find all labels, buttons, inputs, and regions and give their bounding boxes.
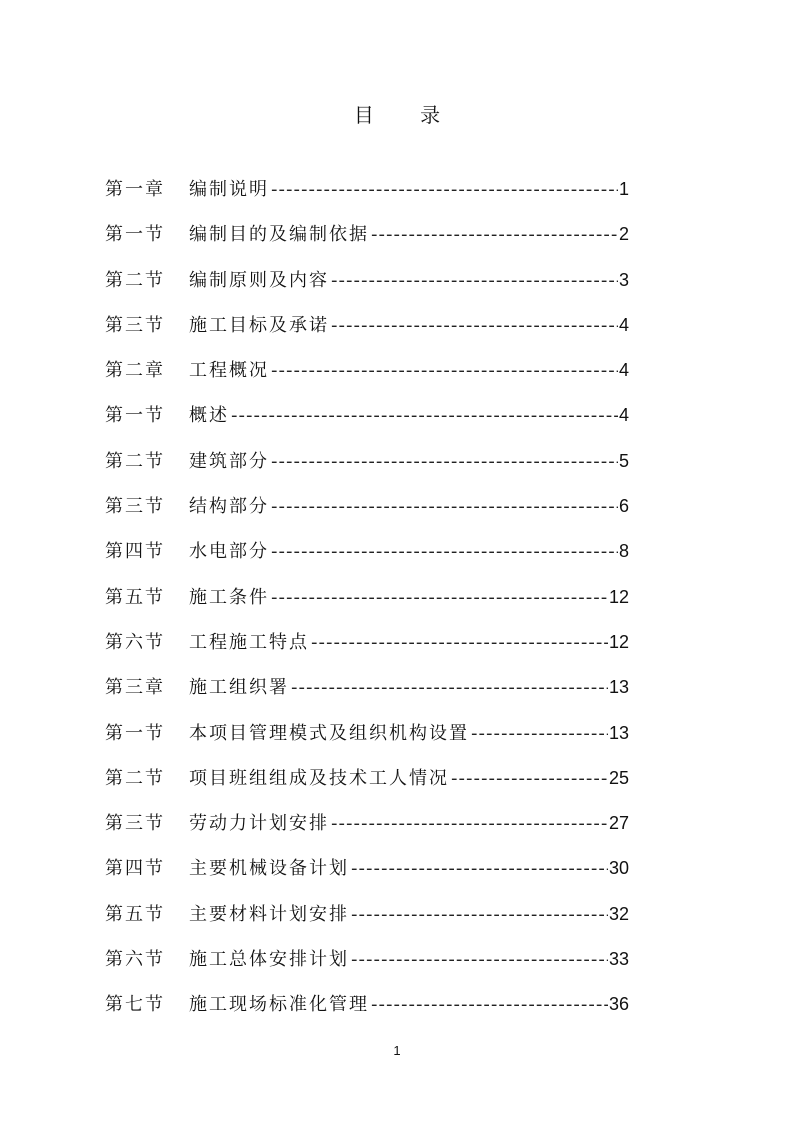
toc-entry-label: 第二节 xyxy=(105,269,165,291)
toc-entry-page-number: 25 xyxy=(608,767,629,788)
toc-entry[interactable] xyxy=(105,897,629,942)
toc-leader-dashes xyxy=(311,626,608,660)
toc-entry[interactable] xyxy=(105,353,629,398)
toc-entry[interactable] xyxy=(105,851,629,896)
toc-entry-page-number: 8 xyxy=(618,541,629,562)
toc-leader-dashes xyxy=(451,762,608,796)
toc-entry[interactable] xyxy=(105,716,629,761)
toc-entry-page-number: 13 xyxy=(608,722,629,743)
toc-entry-page-number: 33 xyxy=(608,949,629,970)
toc-entry-label: 第四节 xyxy=(105,541,165,563)
toc-entry-page-number: 3 xyxy=(618,269,629,290)
toc-entry-page-number: 5 xyxy=(618,450,629,471)
toc-entry-title: 主要材料计划安排 xyxy=(189,903,349,925)
toc-leader-dashes xyxy=(471,717,608,751)
page-number: 1 xyxy=(393,1043,401,1058)
toc-entry-page-number: 12 xyxy=(608,631,629,652)
toc-leader-dashes xyxy=(331,807,608,841)
toc-entry-label: 第七节 xyxy=(105,994,165,1016)
toc-entry[interactable] xyxy=(105,398,629,443)
toc-entry-title: 编制原则及内容 xyxy=(189,269,329,291)
toc-entry-page-number: 27 xyxy=(608,813,629,834)
toc-entry[interactable] xyxy=(105,489,629,534)
toc-entry-title: 施工条件 xyxy=(189,586,269,608)
toc-entry-label: 第四节 xyxy=(105,858,165,880)
toc-entry-label: 第一章 xyxy=(105,179,165,200)
toc-entry-title: 本项目管理模式及组织机构设置 xyxy=(189,722,469,744)
toc-entry-page-number: 4 xyxy=(618,360,629,381)
toc-entry-title: 施工总体安排计划 xyxy=(189,949,349,971)
toc-entry-title: 结构部分 xyxy=(189,496,269,518)
toc-entry-page-number: 30 xyxy=(608,858,629,879)
toc-entry[interactable] xyxy=(105,263,629,308)
toc-leader-dashes xyxy=(331,264,618,298)
toc-entry-title: 工程施工特点 xyxy=(189,631,309,653)
toc-entry-label: 第六节 xyxy=(105,949,165,971)
toc-entry-label: 第一节 xyxy=(105,224,165,246)
toc-entry-title: 水电部分 xyxy=(189,541,269,563)
toc-entry[interactable] xyxy=(105,761,629,806)
toc-entry-label: 第五节 xyxy=(105,586,165,608)
toc-entry-label: 第二章 xyxy=(105,360,165,382)
toc-leader-dashes xyxy=(271,535,618,569)
toc-leader-dashes xyxy=(371,218,618,252)
toc-leader-dashes xyxy=(371,988,608,1022)
toc-leader-dashes xyxy=(271,173,618,207)
toc-entry-title: 建筑部分 xyxy=(189,450,269,472)
toc-leader-dashes xyxy=(291,671,608,705)
toc-entry[interactable] xyxy=(105,625,629,670)
toc-entry[interactable] xyxy=(105,217,629,262)
toc-entry[interactable] xyxy=(105,987,629,1032)
toc-entry-label: 第五节 xyxy=(105,903,165,925)
toc-entry-title: 概述 xyxy=(189,405,229,427)
toc-entry-label: 第一节 xyxy=(105,405,165,427)
toc-entry-page-number: 12 xyxy=(608,586,629,607)
toc-leader-dashes xyxy=(351,943,608,977)
toc-entry-label: 第二节 xyxy=(105,450,165,472)
toc-leader-dashes xyxy=(271,445,618,479)
toc-entry-page-number: 13 xyxy=(608,677,629,698)
toc-leader-dashes xyxy=(231,399,618,433)
toc-leader-dashes xyxy=(351,852,608,886)
toc-entry-title: 施工目标及承诺 xyxy=(189,314,329,336)
toc-entry-label: 第三节 xyxy=(105,496,165,518)
toc-entry-title: 项目班组组成及技术工人情况 xyxy=(189,767,449,789)
toc-leader-dashes xyxy=(271,581,608,615)
toc-entry[interactable] xyxy=(105,172,629,217)
toc-entry-page-number: 6 xyxy=(618,496,629,517)
toc-entry-page-number: 4 xyxy=(618,314,629,335)
toc-leader-dashes xyxy=(331,309,618,343)
toc-entry[interactable] xyxy=(105,942,629,987)
toc-entry[interactable] xyxy=(105,534,629,579)
toc-entry-page-number: 4 xyxy=(618,405,629,426)
toc-entry-page-number: 2 xyxy=(618,224,629,245)
toc-entry-label: 第二节 xyxy=(105,767,165,789)
toc-entry-label: 第三节 xyxy=(105,314,165,336)
toc-entry-label: 第三节 xyxy=(105,813,165,835)
toc-entry[interactable] xyxy=(105,308,629,353)
toc-entry[interactable] xyxy=(105,670,629,715)
toc-entry[interactable] xyxy=(105,444,629,489)
toc-entry-page-number: 32 xyxy=(608,903,629,924)
toc-entry-title: 主要机械设备计划 xyxy=(189,858,349,880)
toc-entry-title: 施工组织署 xyxy=(189,677,289,699)
toc-entry-page-number: 1 xyxy=(618,179,629,199)
toc-leader-dashes xyxy=(271,354,618,388)
toc-entry-label: 第六节 xyxy=(105,631,165,653)
toc-leader-dashes xyxy=(271,490,618,524)
page-title: 目 录 xyxy=(353,103,461,127)
toc-entry-label: 第一节 xyxy=(105,722,165,744)
toc-entry-title: 编制目的及编制依据 xyxy=(189,224,369,246)
toc-entry-label: 第三章 xyxy=(105,677,165,699)
toc-entry-title: 工程概况 xyxy=(189,360,269,382)
table-of-contents xyxy=(105,172,629,1033)
toc-entry-title: 编制说明 xyxy=(189,179,269,200)
toc-entry-title: 劳动力计划安排 xyxy=(189,813,329,835)
toc-leader-dashes xyxy=(351,898,608,932)
toc-entry[interactable] xyxy=(105,580,629,625)
toc-entry-title: 施工现场标准化管理 xyxy=(189,994,369,1016)
toc-entry[interactable] xyxy=(105,806,629,851)
toc-entry-page-number: 36 xyxy=(608,994,629,1015)
